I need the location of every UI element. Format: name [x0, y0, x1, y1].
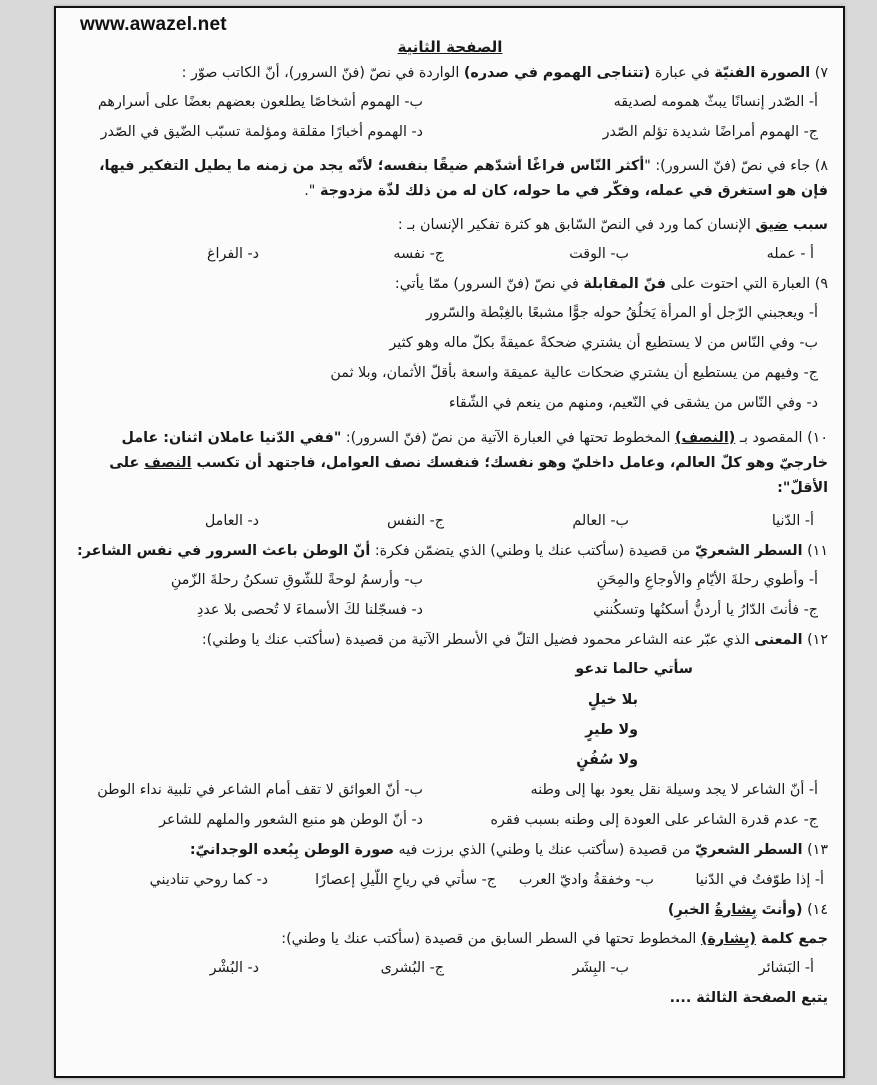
question-7-options-row-2	[72, 124, 828, 141]
question-10	[72, 426, 828, 530]
question-14	[72, 902, 828, 977]
stem-bold: السطر الشعريّ	[695, 842, 803, 859]
question-13	[72, 842, 828, 888]
stem-underlined: (بِشارة)	[700, 930, 756, 947]
option-a[interactable]: أ- البَشائر	[758, 959, 814, 976]
watermark: www.awazel.net	[80, 14, 227, 35]
question-7-options-row-1	[72, 94, 828, 111]
stem-bold: (تتناجى الهموم في صدره)	[463, 65, 651, 81]
option-b[interactable]: ب- الوقت	[569, 245, 629, 262]
stem-bold: على الأقلّ":	[109, 454, 828, 496]
question-13-options	[72, 872, 828, 889]
stem-text: الإنسان كما ورد في النصّ السّابق هو كثرة تفكير الإنسان بـ :	[397, 216, 756, 233]
question-number: ٨)	[814, 158, 828, 175]
stem-text: ".	[304, 183, 320, 200]
stem-text: العبارة التي احتوت على	[666, 275, 811, 292]
stem-bold: السطر الشعريّ	[695, 542, 803, 559]
question-7	[72, 65, 828, 141]
question-9	[72, 276, 828, 413]
stem-bold: أكثر النّاس فراغًا أشدّهم ضيقًا بنفسه؛ لأنّه يجد من زمنه ما يطيل التفكير فيها، فإن هو استغرق في عمله، وفكّر في ما حوله، كان له من ذلك لذّة مزدوجة	[99, 158, 828, 200]
stem-underlined: بِشارةُ	[714, 901, 757, 918]
option-d[interactable]: د- أنّ الوطن هو منبع الشعور والملهم للشاعر	[159, 812, 423, 829]
question-number: ١١)	[807, 542, 828, 559]
question-number: ٩)	[814, 275, 828, 292]
stem-bold: صورة الوطن بِبُعده الوجدانيّ:	[189, 842, 395, 859]
option-c[interactable]: ج- نفسه	[393, 245, 444, 262]
poem-line: سأتي حالما تدعو	[575, 661, 693, 678]
question-10-stem	[72, 426, 828, 501]
question-8-stem	[72, 154, 828, 204]
option-d[interactable]: د- الفراغ	[206, 245, 259, 262]
option-c[interactable]: ج- النفس	[386, 512, 444, 529]
stem-text: الواردة في نصّ (فنّ السرور)، أنّ الكاتب صوّر :	[181, 65, 464, 81]
option-a[interactable]: أ- ويعجبني الرّجل أو المرأة يَخلُقُ حوله جوًّا مشبعًا بالغِبْطة والسّرور	[425, 304, 818, 321]
option-d[interactable]: د- البُشْر	[209, 959, 259, 976]
option-b[interactable]: ب- وفي النّاس من لا يستطيع أن يشتري ضحكةً عميقةً بكلّ ماله وهو كثير	[389, 335, 818, 352]
stem-text: جاء في نصّ (فنّ السرور): "	[644, 158, 811, 175]
question-12-stem	[72, 632, 828, 649]
question-8-substem	[72, 217, 828, 234]
option-b[interactable]: ب- وأرسمُ لوحةً للشّوقِ تسكنُ رحلةَ الزّمنِ	[170, 571, 423, 588]
stem-text: في عبارة	[650, 65, 715, 81]
question-8	[72, 154, 828, 262]
question-11-stem	[72, 543, 828, 560]
question-12-options-row-2	[72, 812, 828, 829]
question-number: ٧)	[814, 65, 828, 81]
question-14-options	[72, 960, 828, 977]
stem-bold: فنّ المقابلة	[583, 275, 666, 292]
question-number: ١٣)	[807, 842, 828, 859]
question-11-options-row-1	[72, 572, 828, 589]
option-a[interactable]: أ- إذا طوّفتُ في الدّنيا	[695, 871, 824, 888]
option-c[interactable]: ج- سأتي في رياحِ اللّيلِ إعصارًا	[315, 871, 496, 888]
option-d[interactable]: د- كما روحي تناديني	[149, 871, 268, 888]
option-b[interactable]: ب- العالم	[572, 512, 629, 529]
stem-bold: "ففي الدّنيا عاملان اثنان: عامل خارجيّ وهو كلّ العالم، وعامل داخليّ وهو نفسك؛ فنفسك نصف العوامل، فاجتهد أن تكسب	[121, 429, 828, 471]
question-13-stem	[72, 842, 828, 859]
stem-underlined: (النصف)	[674, 429, 736, 446]
stem-underlined: النصف	[144, 454, 192, 471]
question-9-stem	[72, 276, 828, 293]
stem-text: المخطوط تحتها في السطر السابق من قصيدة (سأكتب عنك يا وطني):	[281, 930, 701, 947]
option-a[interactable]: أ- أنّ الشاعر لا يجد وسيلة نقل يعود بها إلى وطنه	[530, 782, 818, 799]
continue-note: يتبع الصفحة الثالثة ....	[669, 990, 828, 1007]
option-c[interactable]: ج- وفيهم من يستطيع أن يشتري ضحكات عالية عميقة واسعة بأقلّ الأثمان، وبلا ثمن	[330, 365, 818, 382]
stem-bold: الصورة الفنيّة	[714, 65, 811, 81]
option-b[interactable]: ب- وخفقةُ واديّ العرب	[518, 871, 654, 888]
poem-lines	[72, 661, 828, 769]
question-11	[72, 543, 828, 619]
option-a[interactable]: أ- الدّنيا	[771, 512, 814, 529]
option-d[interactable]: د- وفي النّاس من يشقى في النّعيم، ومنهم من ينعم في الشّقاء	[448, 395, 818, 412]
question-12	[72, 632, 828, 829]
question-number: ١٠)	[807, 429, 828, 446]
poem-line: بلا خيلٍ	[587, 691, 638, 708]
question-number: ١٢)	[807, 632, 828, 649]
stem-text: في نصّ (فنّ السرور) ممّا يأتي:	[394, 275, 584, 292]
stem-text: المقصود بـ	[735, 429, 803, 446]
option-a[interactable]: أ- وأطوي رحلةَ الأيّامِ والأوجاعِ والمِحَنِ	[596, 571, 818, 588]
option-d[interactable]: د- فسجّلنا لكَ الأسماءَ لا تُحصى بلا عددِ	[197, 602, 423, 619]
stem-text: من قصيدة (سأكتب عنك يا وطني) الذي يتضمّن فكرة:	[370, 542, 696, 559]
stem-bold: جمع كلمة	[755, 930, 828, 947]
poem-line: ولا سُفُنٍ	[576, 751, 638, 768]
stem-text: المخطوط تحتها في العبارة الآتية من نصّ (فنّ السرور):	[341, 429, 675, 446]
question-8-options	[72, 246, 828, 263]
option-c[interactable]: ج- عدم قدرة الشاعر على العودة إلى وطنه بسبب فقره	[490, 812, 818, 829]
option-b[interactable]: ب- أنّ العوائق لا تقف أمام الشاعر في تلبية نداء الوطن	[97, 782, 423, 799]
stem-text: الذي عبّر عنه الشاعر محمود فضيل التلّ في الأسطر الآتية من قصيدة (سأكتب عنك يا وطني):	[201, 632, 755, 649]
stem-bold: (وأنتَ	[756, 901, 803, 918]
question-14-substem	[72, 931, 828, 948]
stem-text: من قصيدة (سأكتب عنك يا وطني) الذي برزت فيه	[394, 842, 696, 859]
option-c[interactable]: ج- فأنتَ الدّارُ يا أردنُّ أسكنُها وتسكُنني	[593, 602, 818, 619]
question-7-stem	[72, 65, 828, 82]
poem-line: ولا طيرٍ	[585, 721, 638, 738]
option-a[interactable]: أ - عمله	[766, 245, 814, 262]
stem-bold: سبب	[787, 216, 828, 233]
question-number: ١٤)	[807, 901, 828, 918]
option-b[interactable]: ب- الهموم أشخاصًا يطلعون بعضهم بعضًا على أسرارهم	[97, 94, 423, 111]
stem-bold: الخبرِ)	[667, 901, 715, 918]
question-10-options	[72, 513, 828, 530]
option-a[interactable]: أ- الصّدر إنسانًا يبثّ همومه لصديقه	[613, 94, 818, 111]
option-b[interactable]: ب- البِشَر	[572, 959, 629, 976]
option-c[interactable]: ج- البُشرى	[380, 959, 444, 976]
option-d[interactable]: د- العامل	[204, 512, 259, 529]
exam-content	[72, 38, 828, 1007]
option-d[interactable]: د- الهموم أخبارًا مقلقة ومؤلمة تسبّب الضّيق في الصّدر	[100, 124, 423, 141]
page-title: الصفحة الثانية	[397, 38, 503, 56]
question-11-options-row-2	[72, 602, 828, 619]
option-c[interactable]: ج- الهموم أمراضًا شديدة تؤلم الصّدر	[602, 124, 818, 141]
stem-bold: أنّ الوطن باعث السرور في نفس الشاعر:	[77, 542, 371, 559]
stem-underlined: ضيق	[755, 216, 788, 233]
stem-bold: المعنى	[754, 632, 803, 649]
question-12-options-row-1	[72, 782, 828, 799]
question-14-stem	[72, 902, 828, 919]
